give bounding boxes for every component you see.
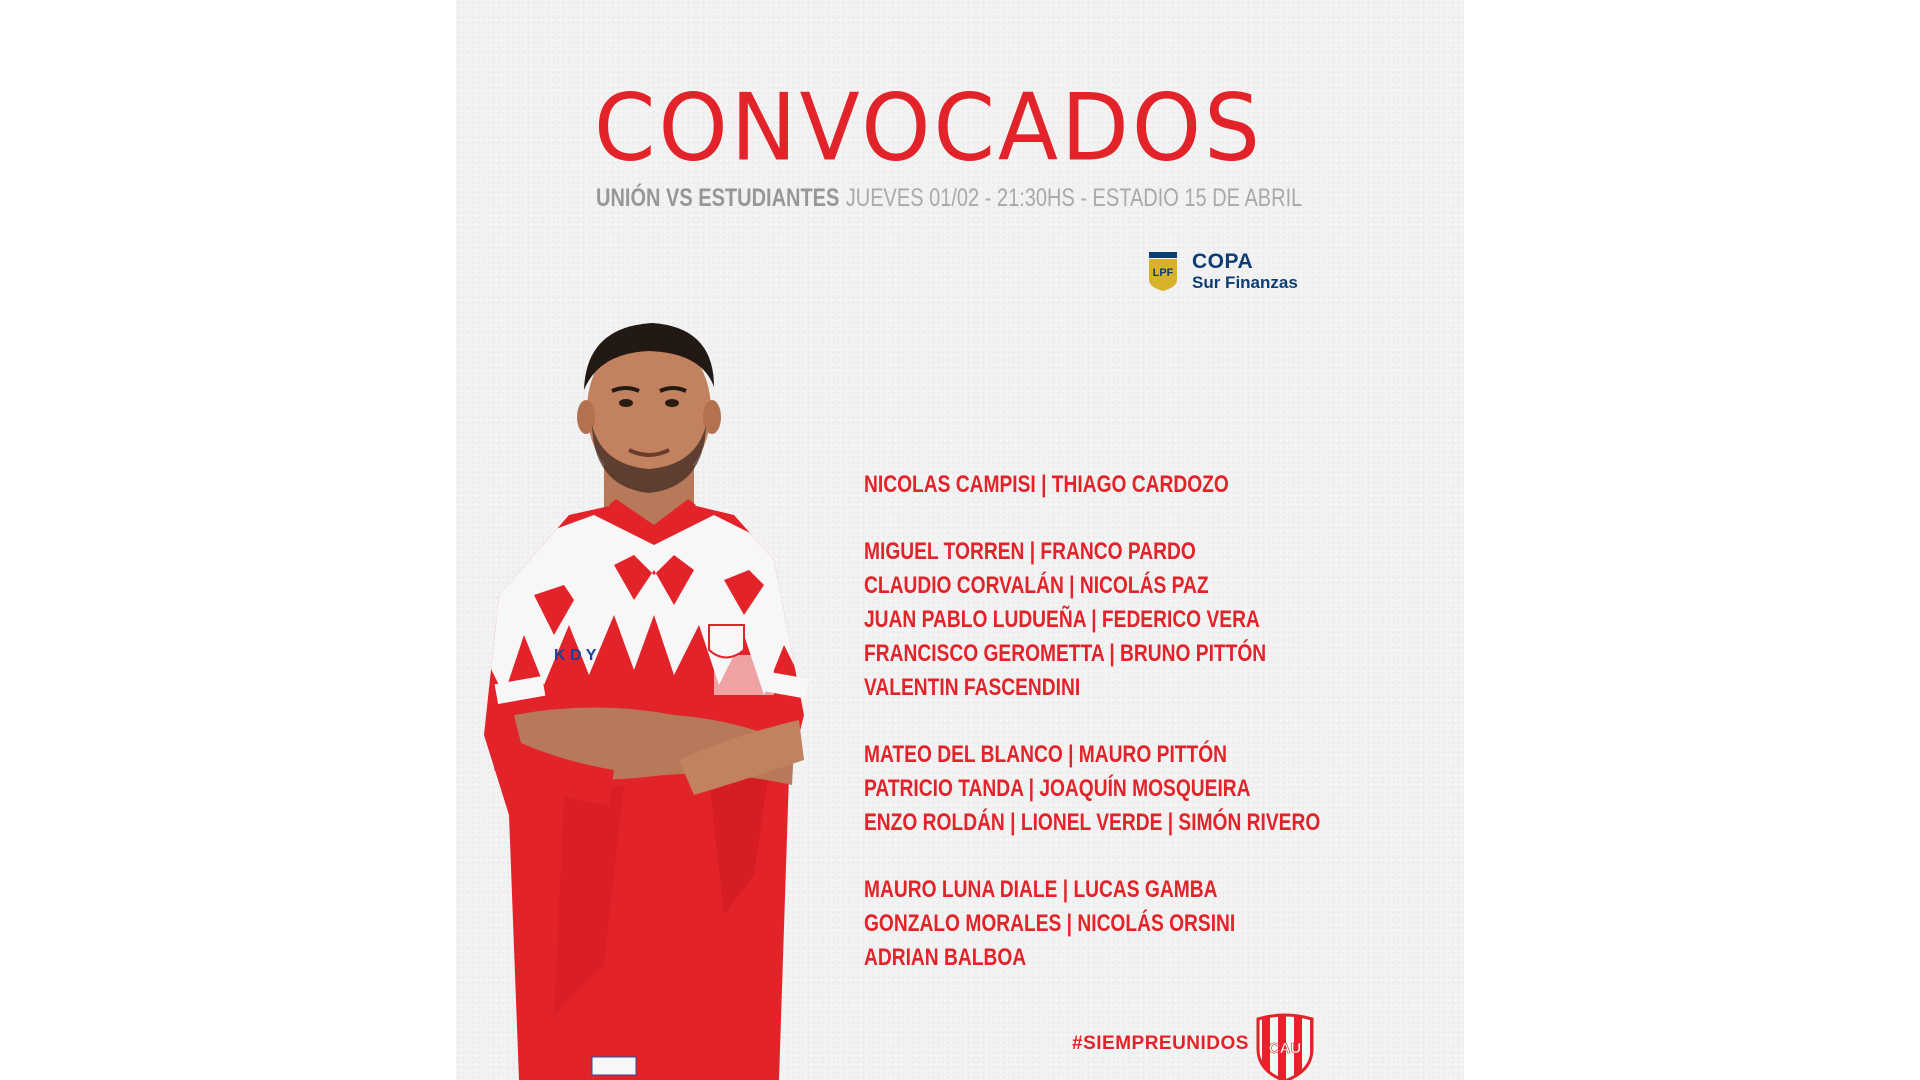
squad-line: JUAN PABLO LUDUEÑA | FEDERICO VERA [864, 606, 1260, 633]
squad-line: GONZALO MORALES | NICOLÁS ORSINI [864, 910, 1236, 937]
squad-group [864, 873, 1320, 975]
squad-line: NICOLAS CAMPISI | THIAGO CARDOZO [864, 471, 1229, 498]
squad-list [864, 468, 1320, 1008]
match-teams: UNIÓN VS ESTUDIANTES [596, 184, 840, 212]
squad-line: VALENTIN FASCENDINI [864, 674, 1081, 701]
cup-subtitle: Sur Finanzas [1192, 273, 1298, 292]
svg-text:K D Y: K D Y [554, 647, 597, 664]
squad-group [864, 738, 1320, 840]
squad-line: MIGUEL TORREN | FRANCO PARDO [864, 538, 1196, 565]
squad-line: FRANCISCO GEROMETTA | BRUNO PITTÓN [864, 640, 1267, 667]
cup-text [1192, 250, 1298, 293]
convocados-poster [456, 0, 1464, 1080]
squad-line: ADRIAN BALBOA [864, 944, 1027, 971]
lpf-shield-icon [1148, 252, 1178, 292]
squad-line: MAURO LUNA DIALE | LUCAS GAMBA [864, 876, 1218, 903]
match-info [596, 186, 1302, 211]
union-crest-icon [1254, 1013, 1316, 1080]
lpf-letters: LPF [1152, 267, 1174, 279]
player-photo [474, 315, 836, 1080]
poster-title: CONVOCADOS [594, 73, 1263, 182]
cup-title: COPA [1192, 250, 1254, 273]
squad-line: PATRICIO TANDA | JOAQUÍN MOSQUEIRA [864, 775, 1251, 802]
crest-letters: CAU [1268, 1040, 1302, 1057]
hashtag: #SIEMPREUNIDOS [1072, 1033, 1249, 1054]
squad-line: CLAUDIO CORVALÁN | NICOLÁS PAZ [864, 572, 1209, 599]
squad-group [864, 535, 1320, 705]
squad-group [864, 468, 1320, 502]
squad-line: ENZO ROLDÁN | LIONEL VERDE | SIMÓN RIVERO [864, 809, 1321, 836]
match-details: JUEVES 01/02 - 21:30HS - ESTADIO 15 DE ABRIL [845, 184, 1303, 212]
copa-sur-finanzas-logo [1148, 250, 1328, 300]
squad-line: MATEO DEL BLANCO | MAURO PITTÓN [864, 741, 1228, 768]
